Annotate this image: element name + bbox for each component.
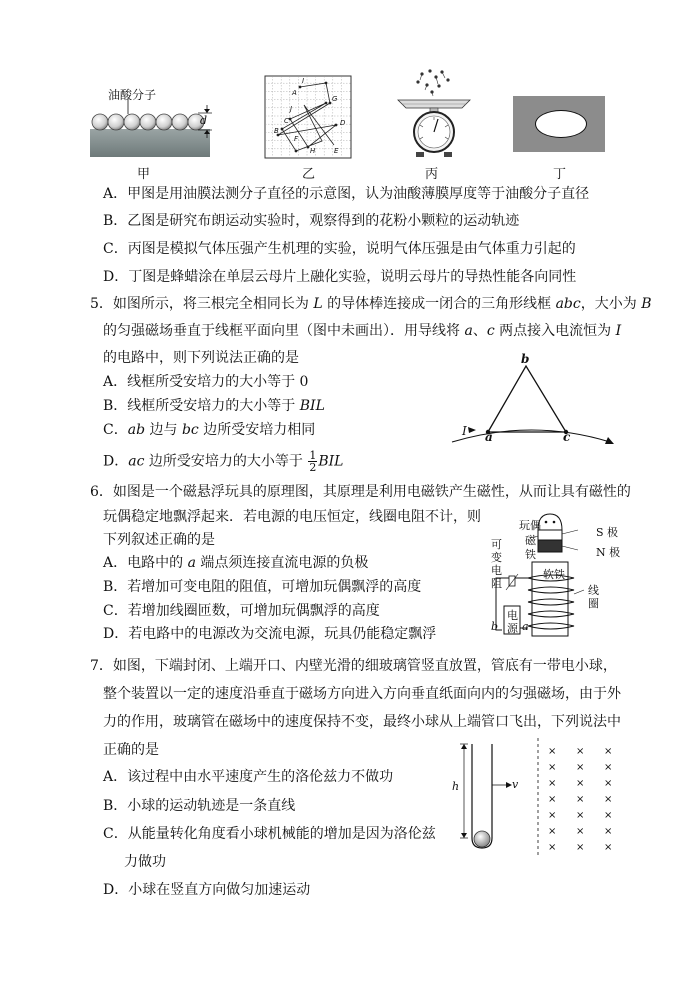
q7-option-b: B．小球的运动轨迹是一条直线: [103, 798, 296, 814]
maglev-label-doll: 玩偶: [519, 519, 541, 532]
q6-option-c: C．若增加线圈匝数，可增加玩偶飘浮的高度: [103, 603, 380, 619]
q5-stem-line3: 的电路中，则下列说法正确的是: [103, 350, 299, 366]
maglev-label-a: a: [522, 620, 529, 633]
tube-label-v: v: [512, 778, 519, 791]
trajectory-point-label: J: [290, 105, 293, 113]
magnetic-field-cross: ×: [548, 810, 557, 821]
q7-stem-line4: 正确的是: [103, 742, 159, 758]
q7-stem-line1: 7．如图，下端封闭、上端开口、内壁光滑的细玻璃管竖直放置，管底有一带电小球，: [90, 658, 617, 674]
magnetic-field-cross: ×: [548, 778, 557, 789]
maglev-label-zu: 阻: [491, 577, 502, 590]
maglev-label-dian2: 电: [507, 609, 518, 622]
magnetic-field-cross: ×: [604, 826, 613, 837]
maglev-label-soft-iron: 软铁: [543, 568, 565, 581]
magnetic-field-cross: ×: [576, 826, 585, 837]
q5-stem-line2: 的匀强磁场垂直于线框平面向里（图中未画出）．用导线将 a、c 两点接入电流恒为 I: [103, 323, 622, 339]
trajectory-point-label: D: [340, 119, 346, 127]
magnetic-field-cross: ×: [576, 842, 585, 853]
q5-option-c: C．ab 边与 bc 边所受安培力相同: [103, 422, 316, 438]
magnetic-field-cross: ×: [604, 746, 613, 757]
maglev-label-tie: 铁: [525, 548, 536, 561]
q5-option-d: D．ac 边所受安培力的大小等于 $\frac{1}{2}$ BIL: [103, 449, 344, 474]
oil-molecule-label: 油酸分子: [108, 88, 157, 102]
maglev-label-b: b: [491, 620, 499, 633]
wax-ellipse: [535, 110, 587, 138]
q7-option-c-line1: C．从能量转化角度看小球机械能的增加是因为洛伦兹: [103, 826, 436, 842]
maglev-label-dian: 电: [491, 564, 502, 577]
trajectory-point-label: F: [294, 135, 299, 143]
fraction-one-half: $\frac{1}{2}$: [309, 449, 317, 474]
figure-ding-caption: 丁: [553, 167, 567, 182]
magnetic-field-cross: ×: [576, 810, 585, 821]
magnetic-field-cross: ×: [548, 826, 557, 837]
trajectory-point-label: C: [284, 117, 289, 125]
trajectory-point-label: G: [332, 95, 338, 103]
magnetic-field-cross: ×: [604, 794, 613, 805]
q7-option-d: D．小球在竖直方向做匀加速运动: [103, 882, 311, 898]
q4-option-b: B．乙图是研究布朗运动实验时，观察得到的花粉小颗粒的运动轨迹: [103, 213, 520, 229]
q7-stem-line3: 力的作用，玻璃管在磁场中的速度保持不变，最终小球从上端管口飞出，下列说法中: [103, 714, 621, 730]
trajectory-point-label: I: [302, 77, 305, 85]
maglev-label-s-pole: S 极: [596, 526, 619, 539]
trajectory-point-label: B: [274, 127, 279, 135]
magnetic-field-cross: ×: [604, 810, 613, 821]
trajectory-point-label: A: [292, 89, 297, 97]
q6-option-b: B．若增加可变电阻的阻值，可增加玩偶飘浮的高度: [103, 579, 422, 595]
q4-option-d: D．丁图是蜂蜡涂在单层云母片上融化实验，说明云母片的导热性能各向同性: [103, 269, 577, 285]
q6-option-d: D．若电路中的电源改为交流电源，玩具仍能稳定飘浮: [103, 626, 437, 642]
q5-option-b: B．线框所受安培力的大小等于 BIL: [103, 398, 325, 414]
figure-jia-caption: 甲: [137, 167, 151, 182]
trajectory-point-label: E: [334, 147, 339, 155]
magnetic-field-cross: ×: [548, 762, 557, 773]
q6-stem-line1: 6．如图是一个磁悬浮玩具的原理图，其原理是利用电磁铁产生磁性，从而让具有磁性的: [90, 484, 631, 500]
magnetic-field-cross: ×: [548, 794, 557, 805]
q4-option-a: A．甲图是用油膜法测分子直径的示意图，认为油酸薄膜厚度等于油酸分子直径: [103, 186, 590, 202]
figure-triangle: [448, 350, 616, 450]
magnetic-field-cross: ×: [576, 794, 585, 805]
d-label: d: [200, 114, 208, 127]
q6-stem-line3: 下列叙述正确的是: [103, 532, 215, 548]
triangle-label-c: c: [563, 430, 571, 444]
q6-stem-line2: 玩偶稳定地飘浮起来．若电源的电压恒定，线圈电阻不计，则: [103, 509, 481, 525]
maglev-label-bian: 变: [491, 551, 502, 564]
magnetic-field-cross: ×: [604, 842, 613, 853]
maglev-label-xian: 线: [588, 584, 599, 597]
figure-bing: [392, 68, 476, 162]
figure-tube-magnetic-field: [450, 738, 630, 858]
q7-stem-line2: 整个装置以一定的速度沿垂直于磁场方向进入方向垂直纸面向内的匀强磁场，由于外: [103, 686, 621, 702]
triangle-label-a: a: [485, 430, 493, 444]
figure-yi-caption: 乙: [302, 167, 316, 182]
magnetic-field-cross: ×: [576, 778, 585, 789]
q4-option-c: C．丙图是模拟气体压强产生机理的实验，说明气体压强是由气体重力引起的: [103, 241, 576, 257]
maglev-label-yuan: 源: [507, 622, 518, 635]
q7-option-a: A．该过程中由水平速度产生的洛伦兹力不做功: [103, 769, 394, 785]
trajectory-point-label: H: [310, 147, 316, 155]
q7-option-c-line2: 力做功: [124, 854, 166, 870]
q5-stem-line1: 5．如图所示，将三根完全相同长为 L 的导体棒连接成一闭合的三角形线框 abc，大小为 B: [90, 296, 652, 312]
maglev-label-quan: 圈: [588, 597, 599, 610]
triangle-label-current: I: [462, 424, 467, 438]
q5-option-a: A．线框所受安培力的大小等于 0: [103, 374, 309, 390]
maglev-label-ke: 可: [491, 538, 502, 551]
figure-bing-caption: 丙: [425, 167, 439, 182]
triangle-label-b: b: [521, 352, 530, 366]
q6-option-a: A．电路中的 a 端点须连接直流电源的负极: [103, 555, 369, 571]
tube-label-h: h: [452, 780, 460, 793]
magnetic-field-cross: ×: [576, 762, 585, 773]
magnetic-field-cross: ×: [604, 778, 613, 789]
figure-yi: [264, 75, 352, 159]
magnetic-field-cross: ×: [576, 746, 585, 757]
magnetic-field-cross: ×: [604, 762, 613, 773]
maglev-label-ci: 磁: [525, 534, 536, 547]
maglev-label-n-pole: N 极: [596, 546, 621, 559]
magnetic-field-cross: ×: [548, 746, 557, 757]
magnetic-field-cross: ×: [548, 842, 557, 853]
